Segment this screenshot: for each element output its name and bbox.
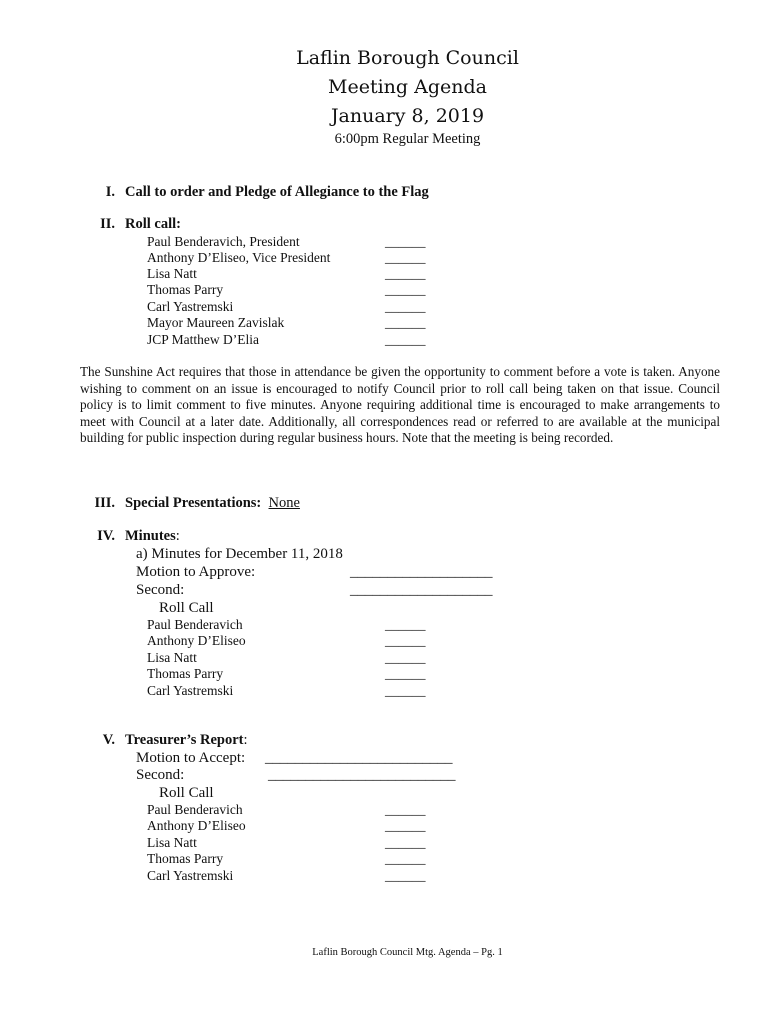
second-blank: ___________________ (350, 582, 493, 598)
vote-blank: ______ (385, 868, 426, 883)
section-5-number: V. (102, 732, 115, 748)
roll-member: Thomas Parry (147, 851, 224, 866)
meeting-date: January 8, 2019 (330, 105, 485, 127)
section-2-number: II. (100, 216, 115, 232)
roll-member: Carl Yastremski (147, 868, 234, 883)
document-title: Meeting Agenda (328, 76, 487, 98)
section-4-title (125, 528, 180, 545)
roll-call-label: Roll Call (159, 785, 214, 801)
vote-blank: ______ (385, 299, 426, 314)
section-4-number: IV. (97, 528, 115, 544)
section-5-label: Treasurer’s Report (125, 732, 244, 748)
section-3-title (125, 495, 300, 512)
roll-member: Anthony D’Eliseo, Vice President (147, 250, 331, 265)
vote-blank: ______ (385, 315, 426, 330)
roll-member: Lisa Natt (147, 650, 197, 665)
section-5-title (125, 732, 248, 749)
roll-call-label: Roll Call (159, 600, 214, 616)
section-3-value: None (268, 495, 300, 511)
roll-member: Lisa Natt (147, 266, 197, 281)
roll-member: Paul Benderavich (147, 617, 243, 632)
roll-member: Paul Benderavich (147, 802, 243, 817)
section-4-colon: : (175, 528, 180, 544)
vote-blank: ______ (385, 802, 426, 817)
section-1-number: I. (105, 184, 115, 200)
sunshine-act-notice: The Sunshine Act requires that those in attendance be given the opportunity to comment before a vote is taken. Anyone wishing to comment on an issue is encouraged to notify Council prior to roll call being taken on that issue. Council policy is to limit comment to five minutes. Anyone requiring additional time is encouraged to make arrangements to meet with Council at a later date. Additionally, all correspondences read or referred to are available at the municipal building for public inspection during regular business hours. Note that the meeting is being recorded. (80, 364, 720, 446)
section-3-number: III. (94, 495, 115, 511)
second-label: Second: (136, 582, 185, 598)
vote-blank: ______ (385, 650, 426, 665)
vote-blank: ______ (385, 617, 426, 632)
roll-member: Lisa Natt (147, 835, 197, 850)
vote-blank: ______ (385, 266, 426, 281)
section-5-colon: : (243, 732, 248, 748)
vote-blank: ______ (385, 835, 426, 850)
motion-blank: _________________________ (265, 750, 453, 766)
vote-blank: ______ (385, 818, 426, 833)
section-1-title: Call to order and Pledge of Allegiance to the Flag (125, 184, 429, 200)
vote-blank: ______ (385, 666, 426, 681)
second-blank: _________________________ (268, 767, 456, 783)
roll-member: Anthony D’Eliseo (147, 633, 246, 648)
page-footer: Laflin Borough Council Mtg. Agenda – Pg. 1 (312, 947, 503, 958)
roll-member: Paul Benderavich, President (147, 234, 300, 249)
motion-blank: ___________________ (350, 564, 493, 580)
roll-member: Anthony D’Eliseo (147, 818, 246, 833)
vote-blank: ______ (385, 282, 426, 297)
vote-blank: ______ (385, 683, 426, 698)
vote-blank: ______ (385, 234, 426, 249)
section-3-label: Special Presentations: (125, 495, 262, 511)
section-2-title: Roll call: (125, 216, 181, 232)
vote-blank: ______ (385, 633, 426, 648)
roll-member: Carl Yastremski (147, 299, 234, 314)
second-label: Second: (136, 767, 185, 783)
meeting-time: 6:00pm Regular Meeting (334, 131, 481, 147)
section-4-label: Minutes (125, 528, 176, 544)
vote-blank: ______ (385, 851, 426, 866)
council-name: Laflin Borough Council (296, 47, 519, 69)
roll-member: Mayor Maureen Zavislak (147, 315, 285, 330)
minutes-item: a) Minutes for December 11, 2018 (136, 546, 343, 562)
roll-member: JCP Matthew D’Elia (147, 332, 259, 347)
roll-member: Thomas Parry (147, 282, 224, 297)
motion-label: Motion to Approve: (136, 564, 256, 580)
motion-label: Motion to Accept: (136, 750, 246, 766)
vote-blank: ______ (385, 332, 426, 347)
roll-member: Thomas Parry (147, 666, 224, 681)
roll-member: Carl Yastremski (147, 683, 234, 698)
vote-blank: ______ (385, 250, 426, 265)
